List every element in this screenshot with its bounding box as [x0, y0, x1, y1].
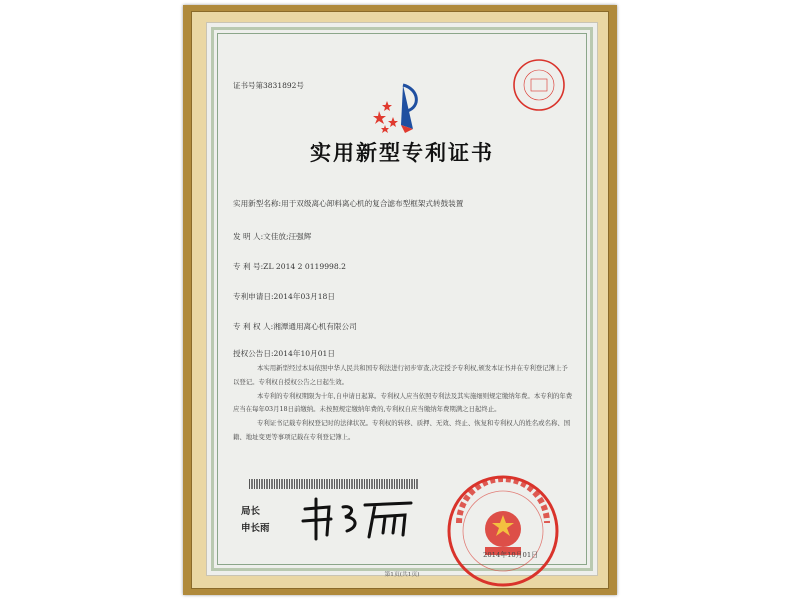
field-row-patentee [233, 321, 357, 332]
body-paragraph: 专利证书记载专利权登记时的法律状况。专利权的转移、质押、无效、终止、恢复和专利权人的姓名或名称、国籍、地址变更等事项记载在专利登记簿上。 [233, 419, 571, 441]
field-row-grant-date [233, 348, 335, 359]
certificate-frame [183, 5, 617, 595]
body-paragraph: 本实用新型经过本局依照中华人民共和国专利法进行初步审查,决定授予专利权,颁发本证书并在专利登记簿上予以登记。专利权自授权公告之日起生效。 [233, 364, 568, 386]
field-value: 2014年10月01日 [273, 349, 335, 358]
certificate-title: 实用新型专利证书 [310, 140, 494, 165]
field-value: 文佳放;汪强辉 [263, 232, 312, 241]
cnipa-logo-icon [371, 81, 431, 137]
field-label: 授权公告日: [233, 349, 274, 358]
handwritten-signature [299, 495, 419, 543]
field-value: 湘潭通用离心机有限公司 [273, 322, 357, 331]
field-row-utility-name [233, 198, 463, 209]
field-value: 2014年03月18日 [273, 292, 335, 301]
field-label: 发 明 人: [233, 232, 264, 241]
field-row-patent-no [233, 261, 346, 272]
certificate-body [233, 362, 573, 445]
barcode-strip [249, 479, 419, 489]
field-row-inventor [233, 231, 311, 242]
certificate-number: 证书号第3831892号 [233, 81, 304, 90]
field-label: 专 利 权 人: [233, 322, 274, 331]
certificate-paper [206, 22, 598, 576]
field-value: ZL 2014 2 0119998.2 [263, 262, 346, 271]
director-name: 申长雨 [241, 523, 270, 534]
seal-date: 2014年10月01日 [483, 551, 538, 559]
field-label: 专利申请日: [233, 292, 274, 301]
field-row-application-date [233, 291, 335, 302]
small-seal-icon [511, 57, 567, 113]
page-number: 第1页(共1页) [384, 572, 420, 578]
frame-inner [191, 11, 609, 589]
director-title: 局长 [241, 506, 261, 517]
field-label: 实用新型名称: [233, 199, 282, 208]
field-value: 用于双级离心卸料离心机的复合滤布型框架式转鼓装置 [281, 199, 464, 208]
field-label: 专 利 号: [233, 262, 264, 271]
body-paragraph: 本专利的专利权期限为十年,自申请日起算。专利权人应当依照专利法及其实施细则规定缴纳年费。本专利的年费应当在每年03月18日前缴纳。未按照规定缴纳年费的,专利权自应当缴纳年费期满之日起终止。 [233, 391, 573, 414]
